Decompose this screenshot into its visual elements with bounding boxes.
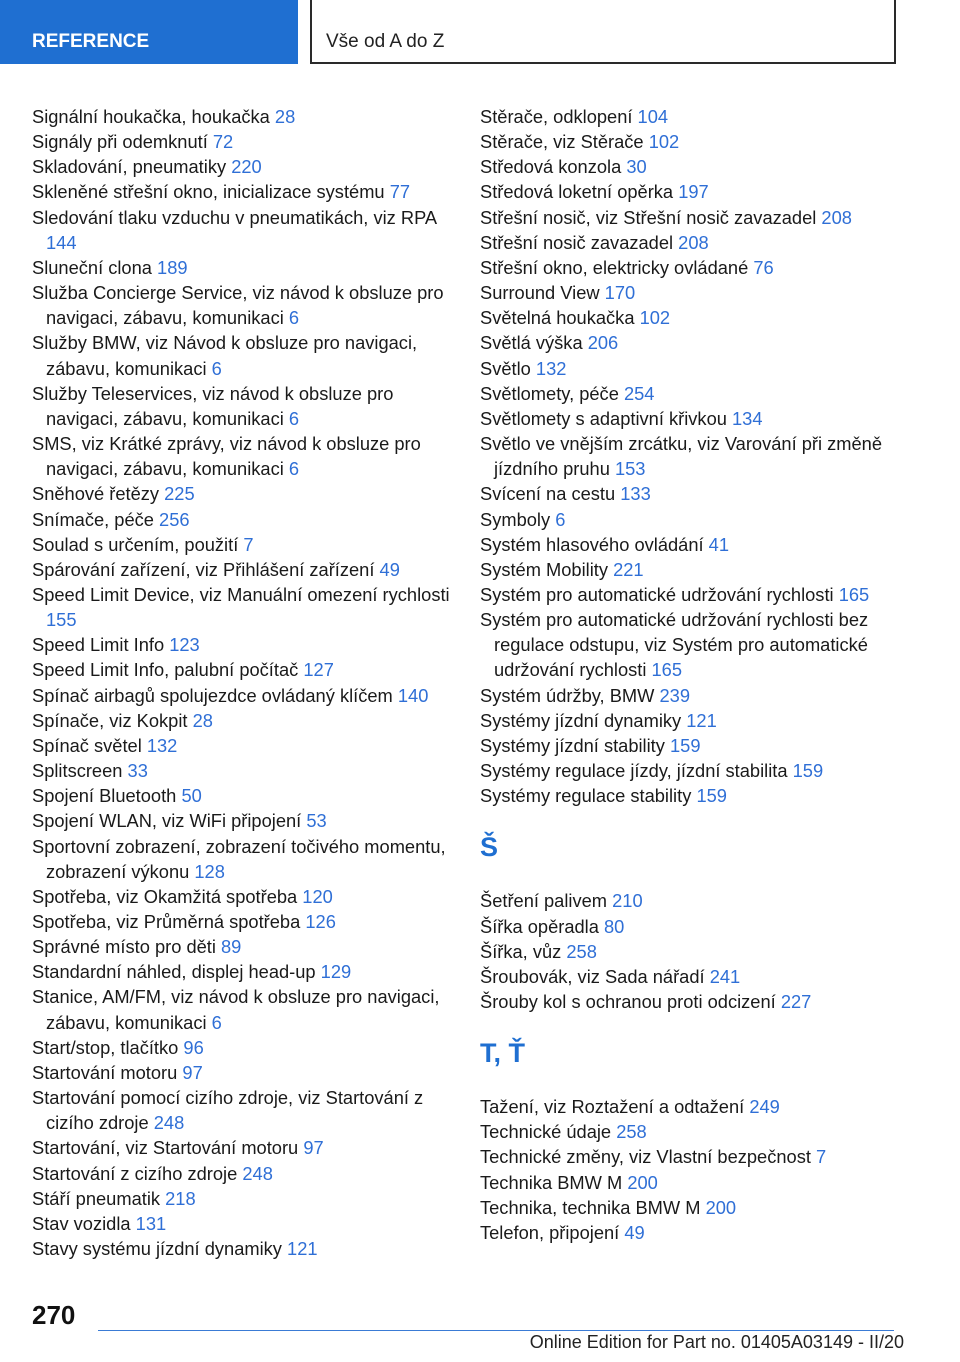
entry-term: Spojení Bluetooth: [32, 785, 177, 807]
entry-page-link[interactable]: 248: [242, 1162, 273, 1184]
index-entry: [480, 330, 920, 355]
entry-term: Systémy jízdní stability: [480, 734, 665, 756]
entry-page-link[interactable]: 220: [231, 156, 262, 178]
entry-term: Technické změny, viz Vlastní bezpečnost: [480, 1146, 811, 1168]
entry-page-link[interactable]: 227: [780, 991, 812, 1012]
index-entry: [480, 964, 920, 989]
entry-term: Služba Concierge Service, viz návod k obsluze pro navigaci, zábavu, komunikaci: [32, 282, 444, 329]
entry-page-link[interactable]: 131: [135, 1212, 167, 1234]
section-tab: REFERENCE: [0, 0, 298, 64]
index-entry: [32, 808, 452, 833]
index-entry: [480, 1220, 920, 1245]
entry-page-link[interactable]: 221: [613, 558, 644, 580]
entry-term: Speed Limit Device, viz Manuální omezení rychlosti: [32, 583, 450, 605]
index-entry: [480, 305, 920, 330]
index-entry: [32, 330, 452, 380]
index-entry: [480, 507, 920, 532]
index-entry: [32, 1211, 452, 1236]
entry-term: Technické údaje: [480, 1121, 612, 1143]
index-entry: [480, 1195, 920, 1220]
entry-term: Systém Mobility: [480, 558, 608, 580]
entry-page-link[interactable]: 102: [639, 307, 671, 329]
index-entry: [32, 984, 452, 1034]
entry-term: Stavy systému jízdní dynamiky: [32, 1238, 282, 1260]
entry-page-link[interactable]: 30: [626, 156, 647, 178]
index-entry: [32, 934, 452, 959]
index-entry: [32, 431, 452, 481]
entry-term: Spárování zařízení, viz Přihlášení zařízení: [32, 558, 375, 580]
index-letter-t: T, Ť: [480, 1038, 525, 1069]
index-group-t: [480, 1094, 920, 1245]
index-entry: [32, 657, 452, 682]
index-entry: [480, 406, 920, 431]
entry-term: Telefon, připojení: [480, 1221, 620, 1243]
entry-term: Startování z cizího zdroje: [32, 1162, 238, 1184]
entry-page-link[interactable]: 144: [46, 231, 77, 253]
entry-term: Systémy regulace stability: [480, 785, 692, 807]
entry-term: Technika, technika BMW M: [480, 1196, 701, 1218]
entry-term: Stav vozidla: [32, 1212, 131, 1234]
entry-page-link[interactable]: 197: [678, 181, 709, 203]
entry-page-link[interactable]: 49: [379, 558, 400, 580]
entry-page-link[interactable]: 53: [306, 810, 327, 832]
index-entry: [32, 733, 452, 758]
entry-page-link[interactable]: 49: [624, 1221, 645, 1243]
entry-page-link[interactable]: 239: [659, 684, 690, 706]
index-entry: [32, 129, 452, 154]
entry-page-link[interactable]: 200: [705, 1196, 737, 1218]
entry-page-link[interactable]: 72: [212, 131, 234, 153]
entry-page-link[interactable]: 249: [749, 1096, 780, 1118]
index-group-sh: [480, 888, 920, 1014]
entry-page-link[interactable]: 97: [303, 1137, 324, 1159]
entry-page-link[interactable]: 258: [616, 1121, 647, 1143]
entry-page-link[interactable]: 7: [816, 1146, 827, 1168]
entry-term: Služby Teleservices, viz návod k obsluze pro navigaci, zábavu, komunikaci: [32, 382, 394, 429]
entry-page-link[interactable]: 129: [320, 961, 352, 983]
entry-term: Sluneční clona: [32, 256, 152, 278]
entry-page-link[interactable]: 225: [164, 483, 195, 505]
entry-page-link[interactable]: 159: [792, 760, 824, 782]
index-entry: [480, 1170, 920, 1195]
index-entry: [480, 129, 920, 154]
entry-term: Šířka, vůz: [480, 940, 562, 962]
entry-page-link[interactable]: 128: [194, 860, 225, 882]
entry-term: Středová loketní opěrka: [480, 181, 674, 203]
index-entry: [32, 280, 452, 330]
entry-term: Světelná houkačka: [480, 307, 635, 329]
entry-term: Šrouby kol s ochranou proti odcizení: [480, 991, 776, 1012]
entry-term: Surround View: [480, 282, 600, 304]
entry-page-link[interactable]: 133: [620, 483, 651, 505]
entry-term: Středová konzola: [480, 156, 622, 178]
index-entry: [480, 356, 920, 381]
page-number: 270: [32, 1300, 76, 1330]
entry-page-link[interactable]: 28: [274, 106, 296, 127]
entry-page-link[interactable]: 77: [389, 181, 411, 203]
entry-term: Šířka opěradla: [480, 915, 599, 937]
index-entry: [480, 1119, 920, 1144]
entry-page-link[interactable]: 159: [696, 785, 727, 807]
index-entry: [32, 154, 452, 179]
index-entry: [32, 1060, 452, 1085]
index-entry: [32, 1135, 452, 1160]
entry-page-link[interactable]: 208: [821, 206, 852, 228]
index-entry: [32, 104, 452, 129]
entry-term: Střešní nosič zavazadel: [480, 231, 674, 253]
entry-page-link[interactable]: 153: [614, 458, 646, 480]
entry-page-link[interactable]: 248: [153, 1112, 185, 1134]
entry-term: Spínače, viz Kokpit: [32, 709, 188, 731]
index-entry: [32, 783, 452, 808]
entry-term: Spojení WLAN, viz WiFi připojení: [32, 810, 302, 832]
entry-page-link[interactable]: 123: [169, 634, 200, 656]
index-entry: [480, 888, 920, 913]
entry-page-link[interactable]: 126: [305, 911, 336, 932]
entry-term: Technika BMW M: [480, 1171, 623, 1193]
index-entry: [480, 557, 920, 582]
entry-term: Služby BMW, viz Návod k obsluze pro navigaci, zábavu, komunikaci: [32, 332, 418, 379]
entry-page-link[interactable]: 6: [555, 508, 566, 530]
index-entry: [480, 205, 920, 230]
index-entry: [480, 607, 920, 682]
entry-page-link[interactable]: 241: [709, 965, 741, 987]
entry-page-link[interactable]: 254: [623, 382, 655, 404]
entry-term: Signály při odemknutí: [32, 131, 208, 153]
entry-term: Spotřeba, viz Průměrná spotřeba: [32, 911, 301, 932]
entry-term: Svícení na cestu: [480, 483, 616, 505]
index-entry: [32, 1035, 452, 1060]
entry-term: Spínač světel: [32, 734, 142, 756]
entry-term: Systém údržby, BMW: [480, 684, 655, 706]
index-entry: [480, 280, 920, 305]
entry-term: Systémy regulace jízdy, jízdní stabilita: [480, 760, 788, 782]
entry-term: Světlá výška: [480, 332, 583, 354]
index-entry: [480, 381, 920, 406]
index-entry: [32, 381, 452, 431]
index-entry: [480, 733, 920, 758]
chapter-title: Vše od A do Z: [310, 0, 896, 64]
entry-page-link[interactable]: 165: [651, 659, 683, 681]
entry-term: Splitscreen: [32, 760, 123, 782]
index-entry: [32, 255, 452, 280]
index-column-right: [480, 104, 920, 1245]
entry-page-link[interactable]: 76: [753, 256, 774, 278]
entry-page-link[interactable]: 6: [288, 407, 300, 429]
entry-page-link[interactable]: 50: [181, 785, 202, 807]
entry-term: Startování motoru: [32, 1061, 178, 1083]
entry-page-link[interactable]: 120: [302, 885, 333, 907]
entry-page-link[interactable]: 170: [604, 282, 636, 304]
entry-term: Systém pro automatické udržování rychlosti: [480, 583, 834, 605]
index-entry: [32, 1085, 452, 1135]
entry-page-link[interactable]: 132: [146, 734, 178, 756]
entry-term: Soulad s určením, použití: [32, 533, 239, 555]
index-entry: [32, 532, 452, 557]
index-column-left: [32, 104, 452, 1261]
index-entry: [480, 431, 920, 481]
entry-page-link[interactable]: 210: [612, 890, 643, 912]
entry-page-link[interactable]: 102: [648, 131, 680, 153]
entry-page-link[interactable]: 208: [678, 231, 709, 253]
index-entry: [480, 939, 920, 964]
entry-term: Stáří pneumatik: [32, 1187, 161, 1209]
entry-term: Skleněné střešní okno, inicializace systému: [32, 181, 385, 203]
index-entry: [32, 1161, 452, 1186]
entry-term: Stěrače, viz Stěrače: [480, 131, 644, 153]
entry-page-link[interactable]: 155: [46, 609, 77, 631]
entry-term: Sledování tlaku vzduchu v pneumatikách, viz RPA: [32, 206, 437, 228]
entry-term: Systém pro automatické udržování rychlosti bez regulace odstupu, viz Systém pro automatické udržování rychlosti: [480, 609, 869, 681]
entry-page-link[interactable]: 206: [587, 332, 619, 354]
entry-page-link[interactable]: 80: [604, 915, 625, 937]
entry-term: Standardní náhled, displej head-up: [32, 961, 316, 983]
entry-term: Šroubovák, viz Sada nářadí: [480, 965, 705, 987]
entry-page-link[interactable]: 6: [288, 458, 300, 480]
index-entry: [32, 632, 452, 657]
entry-page-link[interactable]: 97: [182, 1061, 203, 1083]
index-entry: [32, 909, 452, 934]
entry-page-link[interactable]: 33: [127, 760, 148, 782]
index-entry: [480, 683, 920, 708]
index-entry: [32, 884, 452, 909]
index-entry: [480, 1144, 920, 1169]
index-entry: [32, 708, 452, 733]
index-group-s: [480, 104, 920, 808]
entry-term: Skladování, pneumatiky: [32, 156, 227, 178]
index-entry: [32, 205, 452, 255]
index-entry: [32, 481, 452, 506]
entry-page-link[interactable]: 121: [686, 709, 717, 731]
entry-term: Symboly: [480, 508, 551, 530]
entry-term: Šetření palivem: [480, 890, 608, 912]
footer-divider: [98, 1330, 894, 1331]
entry-page-link[interactable]: 121: [287, 1238, 318, 1260]
entry-page-link[interactable]: 132: [535, 357, 567, 379]
entry-term: Střešní okno, elektricky ovládané: [480, 256, 749, 278]
index-entry: [480, 104, 920, 129]
entry-term: Systém hlasového ovládání: [480, 533, 704, 555]
index-entry: [32, 1236, 452, 1261]
entry-term: Tažení, viz Roztažení a odtažení: [480, 1096, 745, 1118]
index-entry: [32, 758, 452, 783]
entry-term: Snímače, péče: [32, 508, 154, 530]
entry-term: Spotřeba, viz Okamžitá spotřeba: [32, 885, 298, 907]
entry-term: Světlo ve vnějším zrcátku, viz Varování při změně jízdního pruhu: [480, 433, 882, 480]
entry-term: Střešní nosič, viz Střešní nosič zavazadel: [480, 206, 817, 228]
index-entry: [480, 255, 920, 280]
index-entry: [32, 507, 452, 532]
entry-term: Start/stop, tlačítko: [32, 1036, 179, 1058]
entry-page-link[interactable]: 6: [288, 307, 300, 329]
entry-term: Stěrače, odklopení: [480, 106, 633, 127]
entry-page-link[interactable]: 28: [192, 709, 213, 731]
entry-page-link[interactable]: 165: [838, 583, 870, 605]
entry-page-link[interactable]: 258: [566, 940, 597, 962]
entry-page-link[interactable]: 134: [732, 407, 763, 429]
entry-term: Startování pomocí cizího zdroje, viz Startování z cizího zdroje: [32, 1087, 424, 1134]
entry-term: Správné místo pro děti: [32, 936, 216, 958]
entry-term: Světlomety s adaptivní křivkou: [480, 407, 727, 429]
index-entry: [480, 481, 920, 506]
entry-term: Speed Limit Info: [32, 634, 165, 656]
index-entry: [32, 834, 452, 884]
entry-term: Signální houkačka, houkačka: [32, 106, 270, 127]
index-entry: [480, 230, 920, 255]
entry-term: Světlomety, péče: [480, 382, 619, 404]
index-entry: [32, 582, 452, 632]
entry-page-link[interactable]: 218: [165, 1187, 196, 1209]
entry-term: Spínač airbagů spolujezdce ovládaný klíčem: [32, 684, 393, 706]
entry-page-link[interactable]: 41: [708, 533, 730, 555]
index-letter-sh: Š: [480, 832, 499, 863]
entry-page-link[interactable]: 256: [159, 508, 190, 530]
entry-term: Speed Limit Info, palubní počítač: [32, 659, 299, 681]
index-entry: [32, 959, 452, 984]
entry-term: Sněhové řetězy: [32, 483, 160, 505]
index-entry: [480, 914, 920, 939]
entry-page-link[interactable]: 104: [637, 106, 669, 127]
index-entry: [32, 179, 452, 204]
entry-page-link[interactable]: 127: [303, 659, 334, 681]
edition-note: Online Edition for Part no. 01405A03149 - II/20: [529, 1332, 904, 1352]
entry-page-link[interactable]: 200: [627, 1171, 658, 1193]
index-entry: [32, 1186, 452, 1211]
entry-term: Světlo: [480, 357, 531, 379]
entry-page-link[interactable]: 89: [221, 936, 242, 958]
entry-page-link[interactable]: 159: [670, 734, 701, 756]
index-entry: [32, 683, 452, 708]
entry-term: Startování, viz Startování motoru: [32, 1137, 299, 1159]
entry-page-link[interactable]: 6: [211, 357, 222, 379]
index-entry: [32, 557, 452, 582]
index-entry: [480, 179, 920, 204]
index-entry: [480, 532, 920, 557]
entry-term: Stanice, AM/FM, viz návod k obsluze pro navigaci, zábavu, komunikaci: [32, 986, 440, 1033]
entry-page-link[interactable]: 96: [183, 1036, 204, 1058]
index-entry: [480, 783, 920, 808]
index-entry: [480, 1094, 920, 1119]
entry-term: Sportovní zobrazení, zobrazení točivého momentu, zobrazení výkonu: [32, 835, 446, 882]
index-entry: [480, 154, 920, 179]
index-entry: [480, 582, 920, 607]
entry-page-link[interactable]: 6: [211, 1011, 222, 1033]
index-entry: [480, 708, 920, 733]
entry-page-link[interactable]: 7: [243, 533, 254, 555]
index-entry: [480, 758, 920, 783]
entry-term: SMS, viz Krátké zprávy, viz návod k obsluze pro navigaci, zábavu, komunikaci: [32, 433, 421, 480]
index-entry: [480, 989, 920, 1014]
entry-page-link[interactable]: 140: [397, 684, 429, 706]
entry-term: Systémy jízdní dynamiky: [480, 709, 682, 731]
entry-page-link[interactable]: 189: [157, 256, 188, 278]
